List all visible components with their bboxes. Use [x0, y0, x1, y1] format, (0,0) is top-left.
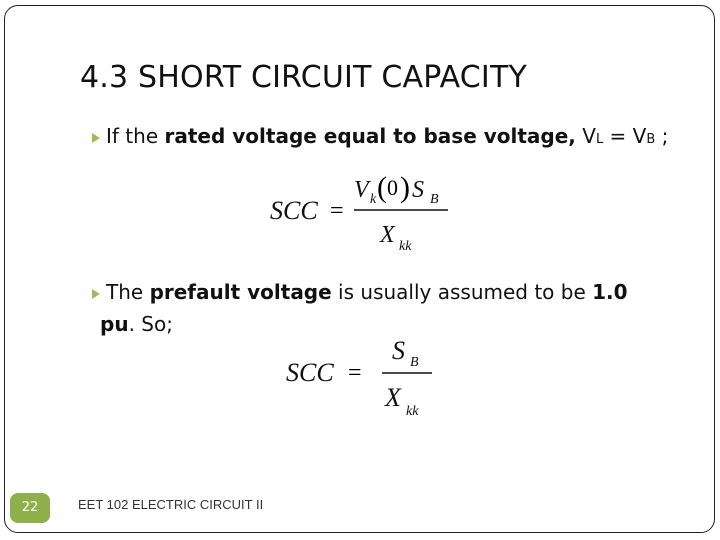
footer-course-title: EET 102 ELECTRIC CIRCUIT II: [78, 497, 264, 512]
bullet2-end: . So;: [128, 312, 173, 336]
bullet2-pre: The: [106, 280, 150, 304]
eq1-close-paren: ): [400, 171, 410, 204]
bullet2-bold2: 1.0: [592, 280, 628, 304]
eq2-den-sub: kk: [406, 404, 419, 419]
bullet1-sub1: L: [595, 132, 604, 147]
eq2-num-s: S: [392, 336, 405, 365]
equation-scc-simplified: [284, 332, 444, 422]
eq1-equals: =: [330, 198, 344, 224]
eq1-num-zero: 0: [387, 175, 398, 200]
eq1-num-ssub: B: [430, 192, 439, 207]
bullet2-bold1: prefault voltage: [149, 280, 332, 304]
eq1-open-paren: (: [377, 171, 387, 204]
bullet2-mid: is usually assumed to be: [331, 280, 593, 304]
eq2-lhs: SCC: [286, 358, 334, 387]
bullet1-end: ;: [655, 124, 669, 148]
eq1-den-x: X: [380, 222, 395, 248]
bullet1-pre: If the: [106, 124, 165, 148]
bullet-icon: [92, 133, 100, 143]
bullet1-mid: = V: [603, 124, 647, 148]
eq1-den-sub: kk: [399, 239, 412, 254]
bullet1-bold: rated voltage equal to base voltage,: [164, 124, 576, 148]
bullet1-v1: V: [582, 124, 596, 148]
eq2-den-x: X: [385, 383, 401, 412]
bullet-prefault-voltage: [92, 276, 692, 340]
slide-title: 4.3 SHORT CIRCUIT CAPACITY: [80, 60, 528, 95]
eq1-num-s: S: [412, 177, 424, 203]
eq1-lhs: SCC: [270, 196, 318, 225]
bullet1-sub2: B: [646, 132, 656, 147]
page-number-badge: 22: [10, 493, 50, 523]
eq2-equals: =: [348, 360, 362, 386]
bullet2-bold3: pu: [100, 312, 129, 336]
eq1-num-vsub: k: [370, 192, 377, 207]
equation-scc-full: [268, 170, 458, 256]
eq2-num-ssub: B: [410, 355, 419, 370]
bullet-icon: [92, 289, 100, 299]
eq1-num-v: V: [354, 177, 369, 203]
bullet-rated-voltage: [92, 120, 668, 156]
